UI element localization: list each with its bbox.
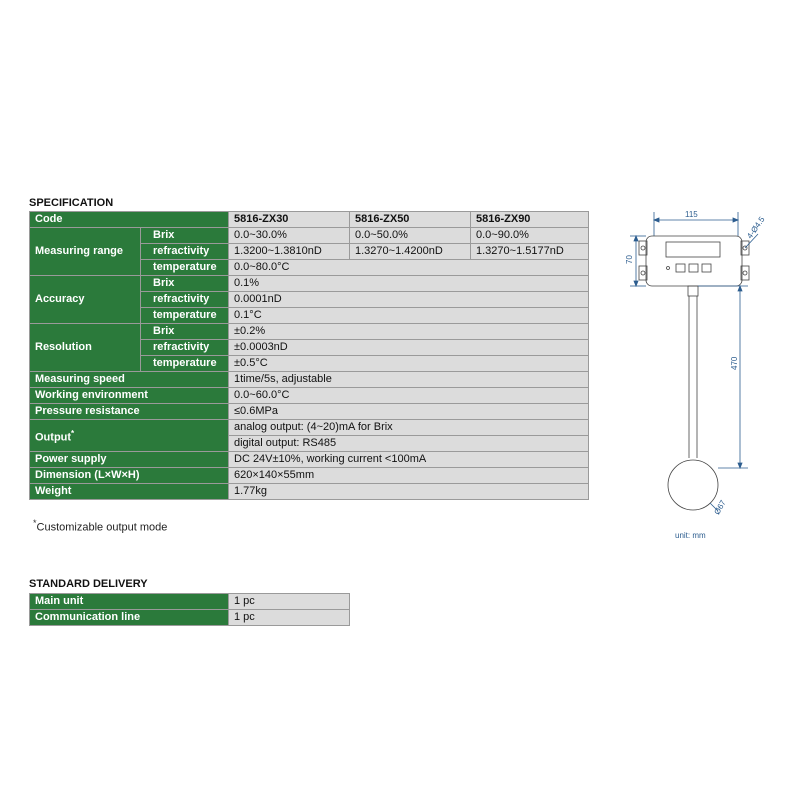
footnote-text: Customizable output mode — [36, 521, 168, 534]
row-label: Power supply — [30, 452, 229, 468]
sub-label: refractivity — [141, 244, 229, 260]
table-cell: ±0.2% — [229, 324, 589, 340]
table-cell: 1time/5s, adjustable — [229, 372, 589, 388]
height-dimension-label: 70 — [625, 255, 634, 264]
output-note-mark: * — [71, 428, 75, 438]
table-row — [30, 388, 589, 404]
model-header: 5816-ZX30 — [229, 212, 350, 228]
row-label: Measuring speed — [30, 372, 229, 388]
table-cell: DC 24V±10%, working current <100mA — [229, 452, 589, 468]
standard-delivery-title: STANDARD DELIVERY — [29, 578, 148, 590]
delivery-item-label: Main unit — [30, 594, 229, 610]
table-cell: 0.0~50.0% — [350, 228, 471, 244]
table-cell: ±0.0003nD — [229, 340, 589, 356]
table-row — [30, 404, 589, 420]
table-row — [30, 610, 350, 626]
model-header: 5816-ZX90 — [471, 212, 589, 228]
table-cell: 0.0~60.0°C — [229, 388, 589, 404]
table-cell: 0.0~90.0% — [471, 228, 589, 244]
delivery-item-value: 1 pc — [229, 610, 350, 626]
dimension-drawing — [600, 200, 770, 550]
delivery-item-label: Communication line — [30, 610, 229, 626]
sub-label: Brix — [141, 324, 229, 340]
diameter-dimension-label: Ø67 — [712, 498, 728, 517]
sub-label: temperature — [141, 356, 229, 372]
table-cell: ±0.5°C — [229, 356, 589, 372]
table-row — [30, 276, 589, 292]
output-label-text: Output — [35, 431, 72, 444]
table-cell: analog output: (4~20)mA for Brix — [229, 420, 589, 436]
width-dimension-label: 115 — [685, 210, 698, 219]
resolution-label: Resolution — [30, 324, 141, 372]
table-cell: 1.3270~1.4200nD — [350, 244, 471, 260]
table-cell: 1.3200~1.3810nD — [229, 244, 350, 260]
accuracy-label: Accuracy — [30, 276, 141, 324]
table-row — [30, 212, 589, 228]
delivery-table — [29, 593, 350, 626]
sub-label: refractivity — [141, 340, 229, 356]
table-cell: 1.3270~1.5177nD — [471, 244, 589, 260]
code-label: Code — [30, 212, 229, 228]
sub-label: temperature — [141, 260, 229, 276]
model-header: 5816-ZX50 — [350, 212, 471, 228]
specification-table — [29, 211, 589, 500]
sub-label: Brix — [141, 276, 229, 292]
sub-label: Brix — [141, 228, 229, 244]
table-cell: 1.77kg — [229, 484, 589, 500]
hole-dimension-label: 4-Ø4.5 — [745, 215, 767, 241]
table-row — [30, 484, 589, 500]
table-cell: 0.0~30.0% — [229, 228, 350, 244]
table-row — [30, 468, 589, 484]
table-row — [30, 372, 589, 388]
measuring-range-label: Measuring range — [30, 228, 141, 276]
row-label: Working environment — [30, 388, 229, 404]
row-label: Dimension (L×W×H) — [30, 468, 229, 484]
specification-title: SPECIFICATION — [29, 197, 114, 209]
footnote — [33, 518, 167, 534]
table-row — [30, 452, 589, 468]
table-cell: 0.0~80.0°C — [229, 260, 589, 276]
table-row — [30, 420, 589, 436]
unit-label: unit: mm — [675, 531, 706, 540]
delivery-item-value: 1 pc — [229, 594, 350, 610]
length-dimension-label: 470 — [730, 356, 739, 370]
table-cell: digital output: RS485 — [229, 436, 589, 452]
table-cell: 620×140×55mm — [229, 468, 589, 484]
table-cell: ≤0.6MPa — [229, 404, 589, 420]
table-row — [30, 594, 350, 610]
table-row — [30, 324, 589, 340]
output-label — [30, 420, 229, 452]
table-cell: 0.0001nD — [229, 292, 589, 308]
table-cell: 0.1% — [229, 276, 589, 292]
sub-label: temperature — [141, 308, 229, 324]
sub-label: refractivity — [141, 292, 229, 308]
row-label: Pressure resistance — [30, 404, 229, 420]
table-row — [30, 228, 589, 244]
row-label: Weight — [30, 484, 229, 500]
footnote-mark: * — [33, 518, 37, 528]
table-cell: 0.1°C — [229, 308, 589, 324]
